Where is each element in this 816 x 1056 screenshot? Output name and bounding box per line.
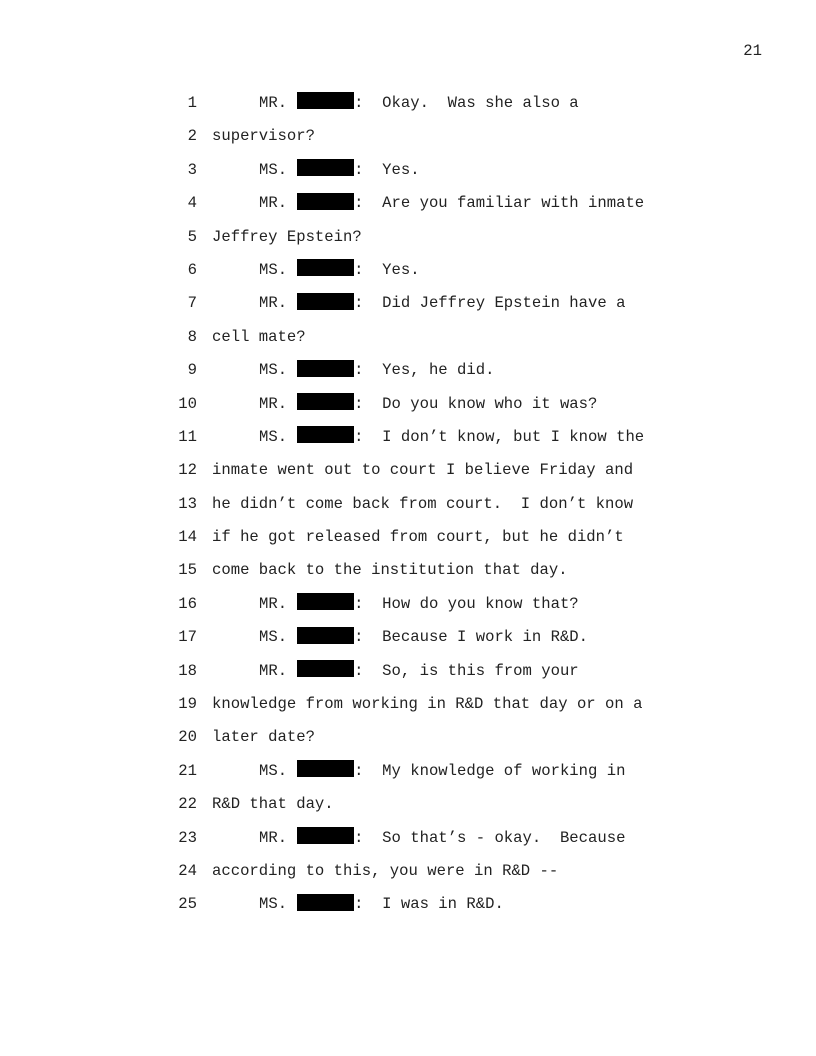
speaker-line-text: [259, 388, 597, 421]
redaction-box: [297, 193, 354, 210]
speaker-line-text: [259, 421, 644, 454]
continuation-text: knowledge from working in R&D that day or on a: [212, 695, 643, 714]
line-number: 20: [178, 728, 197, 747]
spoken-text: : So that’s - okay. Because: [354, 828, 626, 847]
line-number: 8: [187, 327, 197, 346]
redaction-box: [297, 760, 354, 777]
transcript-line: [0, 87, 816, 120]
line-number: 18: [178, 661, 197, 680]
redaction-box: [297, 593, 354, 610]
transcript-line: [0, 588, 816, 621]
transcript-line: [0, 822, 816, 855]
continuation-text: according to this, you were in R&D --: [212, 861, 559, 880]
speaker-line-text: [259, 822, 625, 855]
line-number: 23: [178, 828, 197, 847]
redaction-box: [297, 360, 354, 377]
speaker-line-text: [259, 354, 494, 387]
spoken-text: : Are you familiar with inmate: [354, 194, 645, 213]
transcript-line: [0, 321, 816, 354]
line-number: 5: [187, 227, 197, 246]
continuation-text: if he got released from court, but he didn’t: [212, 528, 624, 547]
transcript-line: [0, 254, 816, 287]
spoken-text: : My knowledge of working in: [354, 761, 626, 780]
transcript-line: [0, 187, 816, 220]
continuation-text: come back to the institution that day.: [212, 561, 568, 580]
continuation-text: R&D that day.: [212, 795, 334, 814]
speaker-title: MR.: [259, 828, 288, 847]
transcript-body: [0, 87, 816, 922]
line-number: 1: [187, 94, 197, 112]
transcript-line: [0, 388, 816, 421]
transcript-line: [0, 688, 816, 721]
line-number: 21: [178, 761, 197, 780]
redaction-box: [297, 827, 354, 844]
speaker-title: MR.: [259, 394, 288, 413]
line-number: 22: [178, 795, 197, 814]
speaker-line-text: [259, 187, 644, 220]
transcript-line: [0, 655, 816, 688]
spoken-text: : Did Jeffrey Epstein have a: [354, 294, 626, 313]
transcript-line: [0, 721, 816, 754]
redaction-box: [297, 627, 354, 644]
transcript-line: [0, 154, 816, 187]
speaker-title: MS.: [259, 427, 288, 446]
line-number: 4: [187, 194, 197, 213]
continuation-text: later date?: [212, 728, 315, 747]
line-number: 3: [187, 160, 197, 179]
speaker-title: MR.: [259, 194, 288, 213]
spoken-text: : I was in R&D.: [354, 895, 504, 914]
page-number: 21: [743, 42, 762, 60]
redaction-box: [297, 92, 354, 109]
line-number: 15: [178, 561, 197, 580]
transcript-line: [0, 287, 816, 320]
speaker-title: MR.: [259, 661, 288, 680]
transcript-line: [0, 755, 816, 788]
line-number: 13: [178, 494, 197, 513]
continuation-text: cell mate?: [212, 327, 306, 346]
speaker-title: MR.: [259, 594, 288, 613]
spoken-text: : Do you know who it was?: [354, 394, 598, 413]
line-number: 24: [178, 861, 197, 880]
spoken-text: : How do you know that?: [354, 594, 579, 613]
spoken-text: : Because I work in R&D.: [354, 628, 589, 647]
spoken-text: : So, is this from your: [354, 661, 579, 680]
transcript-line: [0, 788, 816, 821]
redaction-box: [297, 426, 354, 443]
redaction-box: [297, 293, 354, 310]
speaker-line-text: [259, 254, 420, 287]
line-number: 16: [178, 594, 197, 613]
transcript-line: [0, 421, 816, 454]
speaker-line-text: [259, 755, 625, 788]
speaker-title: MS.: [259, 628, 288, 647]
continuation-text: supervisor?: [212, 127, 315, 146]
speaker-line-text: [259, 87, 579, 120]
speaker-line-text: [259, 154, 420, 187]
spoken-text: : Yes.: [354, 160, 420, 179]
speaker-line-text: [259, 621, 588, 654]
redaction-box: [297, 259, 354, 276]
line-number: 11: [178, 427, 197, 446]
speaker-title: MR.: [259, 294, 288, 313]
speaker-title: MS.: [259, 761, 288, 780]
redaction-box: [297, 159, 354, 176]
line-number: 17: [178, 628, 197, 647]
transcript-line: [0, 488, 816, 521]
continuation-text: inmate went out to court I believe Friday and: [212, 461, 634, 480]
redaction-box: [297, 660, 354, 677]
transcript-line: [0, 621, 816, 654]
redaction-box: [297, 393, 354, 410]
line-number: 6: [187, 260, 197, 279]
transcript-line: [0, 855, 816, 888]
redaction-box: [297, 894, 354, 911]
speaker-line-text: [259, 888, 504, 921]
line-number: 7: [187, 294, 197, 313]
transcript-line: [0, 354, 816, 387]
transcript-line: [0, 221, 816, 254]
speaker-title: MS.: [259, 361, 288, 380]
line-number: 2: [187, 127, 197, 146]
transcript-line: [0, 888, 816, 921]
speaker-title: MS.: [259, 160, 288, 179]
transcript-line: [0, 120, 816, 153]
continuation-text: he didn’t come back from court. I don’t know: [212, 494, 634, 513]
speaker-title: MS.: [259, 895, 288, 914]
speaker-line-text: [259, 655, 579, 688]
spoken-text: : Yes.: [354, 260, 420, 279]
line-number: 10: [178, 394, 197, 413]
spoken-text: : Yes, he did.: [354, 361, 495, 380]
line-number: 9: [187, 361, 197, 380]
line-number: 19: [178, 695, 197, 714]
transcript-line: [0, 554, 816, 587]
line-number: 25: [178, 895, 197, 914]
transcript-line: [0, 454, 816, 487]
line-number: 14: [178, 528, 197, 547]
speaker-line-text: [259, 588, 579, 621]
transcript-line: [0, 521, 816, 554]
spoken-text: : Okay. Was she also a: [354, 94, 579, 112]
continuation-text: Jeffrey Epstein?: [212, 227, 362, 246]
line-number: 12: [178, 461, 197, 480]
spoken-text: : I don’t know, but I know the: [354, 427, 645, 446]
speaker-line-text: [259, 287, 625, 320]
speaker-title: MR.: [259, 94, 288, 112]
speaker-title: MS.: [259, 260, 288, 279]
